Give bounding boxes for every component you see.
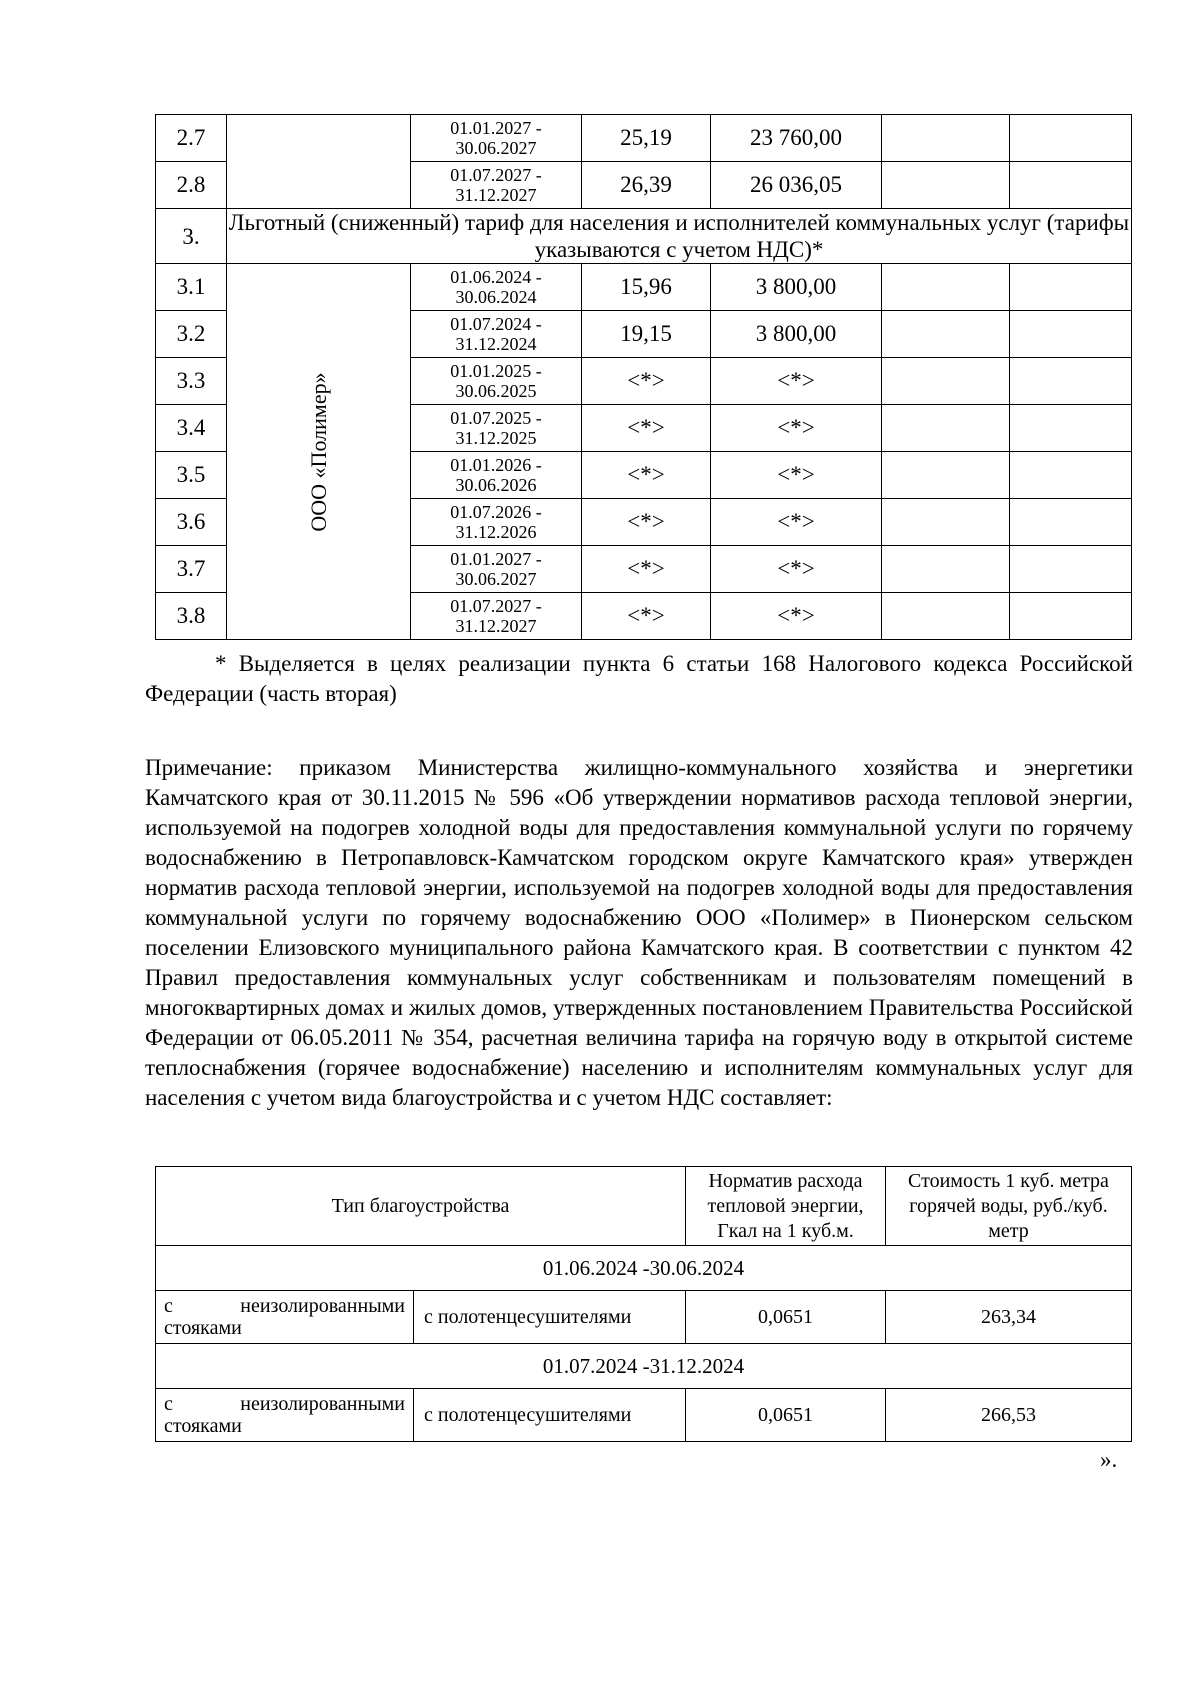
row-number: 2.8: [156, 162, 227, 209]
row-rate: <*>: [582, 452, 711, 499]
org-cell: [227, 264, 411, 640]
empty-cell: [1010, 162, 1132, 209]
row-period: 01.07.2027 - 31.12.2027: [411, 162, 582, 209]
row-rate: 25,19: [582, 115, 711, 162]
tariff-table: [155, 114, 1132, 640]
header-type: Тип благоустройства: [156, 1167, 686, 1246]
section-title: Льготный (сниженный) тариф для населения и исполнителей коммунальных услуг (тарифы указываются с учетом НДС)*: [227, 209, 1132, 264]
empty-cell: [1010, 115, 1132, 162]
row-rate: 15,96: [582, 264, 711, 311]
row-period: 01.07.2024 - 31.12.2024: [411, 311, 582, 358]
row-number: 3.2: [156, 311, 227, 358]
empty-cell: [882, 452, 1010, 499]
row-number: 3.7: [156, 546, 227, 593]
row-rate: <*>: [582, 499, 711, 546]
empty-cell: [1010, 499, 1132, 546]
section-number: 3.: [156, 209, 227, 264]
footnote: * Выделяется в целях реализации пункта 6 статьи 168 Налогового кодекса Российской Федерации (часть вторая): [145, 651, 1133, 706]
row-rate: <*>: [582, 358, 711, 405]
period-label: 01.07.2024 -31.12.2024: [156, 1344, 1132, 1389]
row-power: <*>: [711, 593, 882, 640]
header-cost: Стоимость 1 куб. метра горячей воды, руб./куб. метр: [886, 1167, 1132, 1246]
empty-cell: [1010, 593, 1132, 640]
type-b: с полотенцесушителями: [414, 1389, 686, 1442]
row-number: 3.8: [156, 593, 227, 640]
row-number: 3.1: [156, 264, 227, 311]
empty-cell: [1010, 358, 1132, 405]
section-row: [156, 209, 1132, 264]
empty-cell: [1010, 264, 1132, 311]
row-period: 01.07.2026 - 31.12.2026: [411, 499, 582, 546]
closing-quote: ».: [1100, 1447, 1118, 1472]
row-power: <*>: [711, 546, 882, 593]
row-period: 01.07.2025 - 31.12.2025: [411, 405, 582, 452]
empty-cell: [882, 115, 1010, 162]
row-power: <*>: [711, 358, 882, 405]
row-power: <*>: [711, 452, 882, 499]
row-power: 26 036,05: [711, 162, 882, 209]
empty-cell: [1010, 311, 1132, 358]
empty-cell: [1010, 452, 1132, 499]
row-period: 01.06.2024 - 30.06.2024: [411, 264, 582, 311]
row-period: 01.01.2026 - 30.06.2026: [411, 452, 582, 499]
table-row: [156, 1291, 1132, 1344]
norms-header-row: [156, 1167, 1132, 1246]
period-row: [156, 1246, 1132, 1291]
row-rate: <*>: [582, 405, 711, 452]
row-period: 01.07.2027 - 31.12.2027: [411, 593, 582, 640]
row-power: 3 800,00: [711, 264, 882, 311]
row-power: 23 760,00: [711, 115, 882, 162]
row-power: 3 800,00: [711, 311, 882, 358]
norms-table: [155, 1166, 1132, 1442]
cost-value: 266,53: [886, 1389, 1132, 1442]
row-rate: 26,39: [582, 162, 711, 209]
empty-cell: [882, 162, 1010, 209]
row-number: 3.5: [156, 452, 227, 499]
org-cell-empty: [227, 115, 411, 209]
table-row: [156, 115, 1132, 162]
period-row: [156, 1344, 1132, 1389]
type-a: с неизолированными стояками: [156, 1291, 414, 1344]
row-power: <*>: [711, 405, 882, 452]
empty-cell: [882, 358, 1010, 405]
empty-cell: [882, 311, 1010, 358]
row-power: <*>: [711, 499, 882, 546]
table-row: [156, 1389, 1132, 1442]
norm-value: 0,0651: [686, 1291, 886, 1344]
row-rate: <*>: [582, 546, 711, 593]
row-number: 3.3: [156, 358, 227, 405]
row-number: 2.7: [156, 115, 227, 162]
row-period: 01.01.2025 - 30.06.2025: [411, 358, 582, 405]
row-period: 01.01.2027 - 30.06.2027: [411, 546, 582, 593]
empty-cell: [1010, 546, 1132, 593]
org-name: ООО «Полимер»: [305, 371, 331, 532]
row-number: 3.4: [156, 405, 227, 452]
empty-cell: [882, 264, 1010, 311]
empty-cell: [882, 499, 1010, 546]
empty-cell: [882, 546, 1010, 593]
norm-value: 0,0651: [686, 1389, 886, 1442]
cost-value: 263,34: [886, 1291, 1132, 1344]
row-period: 01.01.2027 - 30.06.2027: [411, 115, 582, 162]
empty-cell: [882, 405, 1010, 452]
empty-cell: [882, 593, 1010, 640]
row-rate: <*>: [582, 593, 711, 640]
empty-cell: [1010, 405, 1132, 452]
row-number: 3.6: [156, 499, 227, 546]
table-row: [156, 264, 1132, 311]
type-a: с неизолированными стояками: [156, 1389, 414, 1442]
note-paragraph: Примечание: приказом Министерства жилищно-коммунального хозяйства и энергетики Камчатского края от 30.11.2015 № 596 «Об утверждении нормативов расхода тепловой энергии, используемой на подогрев холодной воды для предоставления коммунальной услуги по горячему водоснабжению в Петропавловск-Камчатском городском округе Камчатского края» утвержден норматив расхода тепловой энергии, используемой на подогрев холодной воды для предоставления коммунальной услуги по горячему водоснабжению ООО «Полимер» в Пионерском сельском поселении Елизовского муниципального района Камчатского края. В соответствии с пунктом 42 Правил предоставления коммунальных услуг собственникам и пользователям помещений в многоквартирных домах и жилых домов, утвержденных постановлением Правительства Российской Федерации от 06.05.2011 № 354, расчетная величина тарифа на горячую воду в открытой системе теплоснабжения (горячее водоснабжение) населению и исполнителям коммунальных услуг для населения с учетом вида благоустройства и с учетом НДС составляет:: [145, 755, 1133, 1110]
period-label: 01.06.2024 -30.06.2024: [156, 1246, 1132, 1291]
header-norm: Норматив расхода тепловой энергии, Гкал на 1 куб.м.: [686, 1167, 886, 1246]
type-b: с полотенцесушителями: [414, 1291, 686, 1344]
row-rate: 19,15: [582, 311, 711, 358]
